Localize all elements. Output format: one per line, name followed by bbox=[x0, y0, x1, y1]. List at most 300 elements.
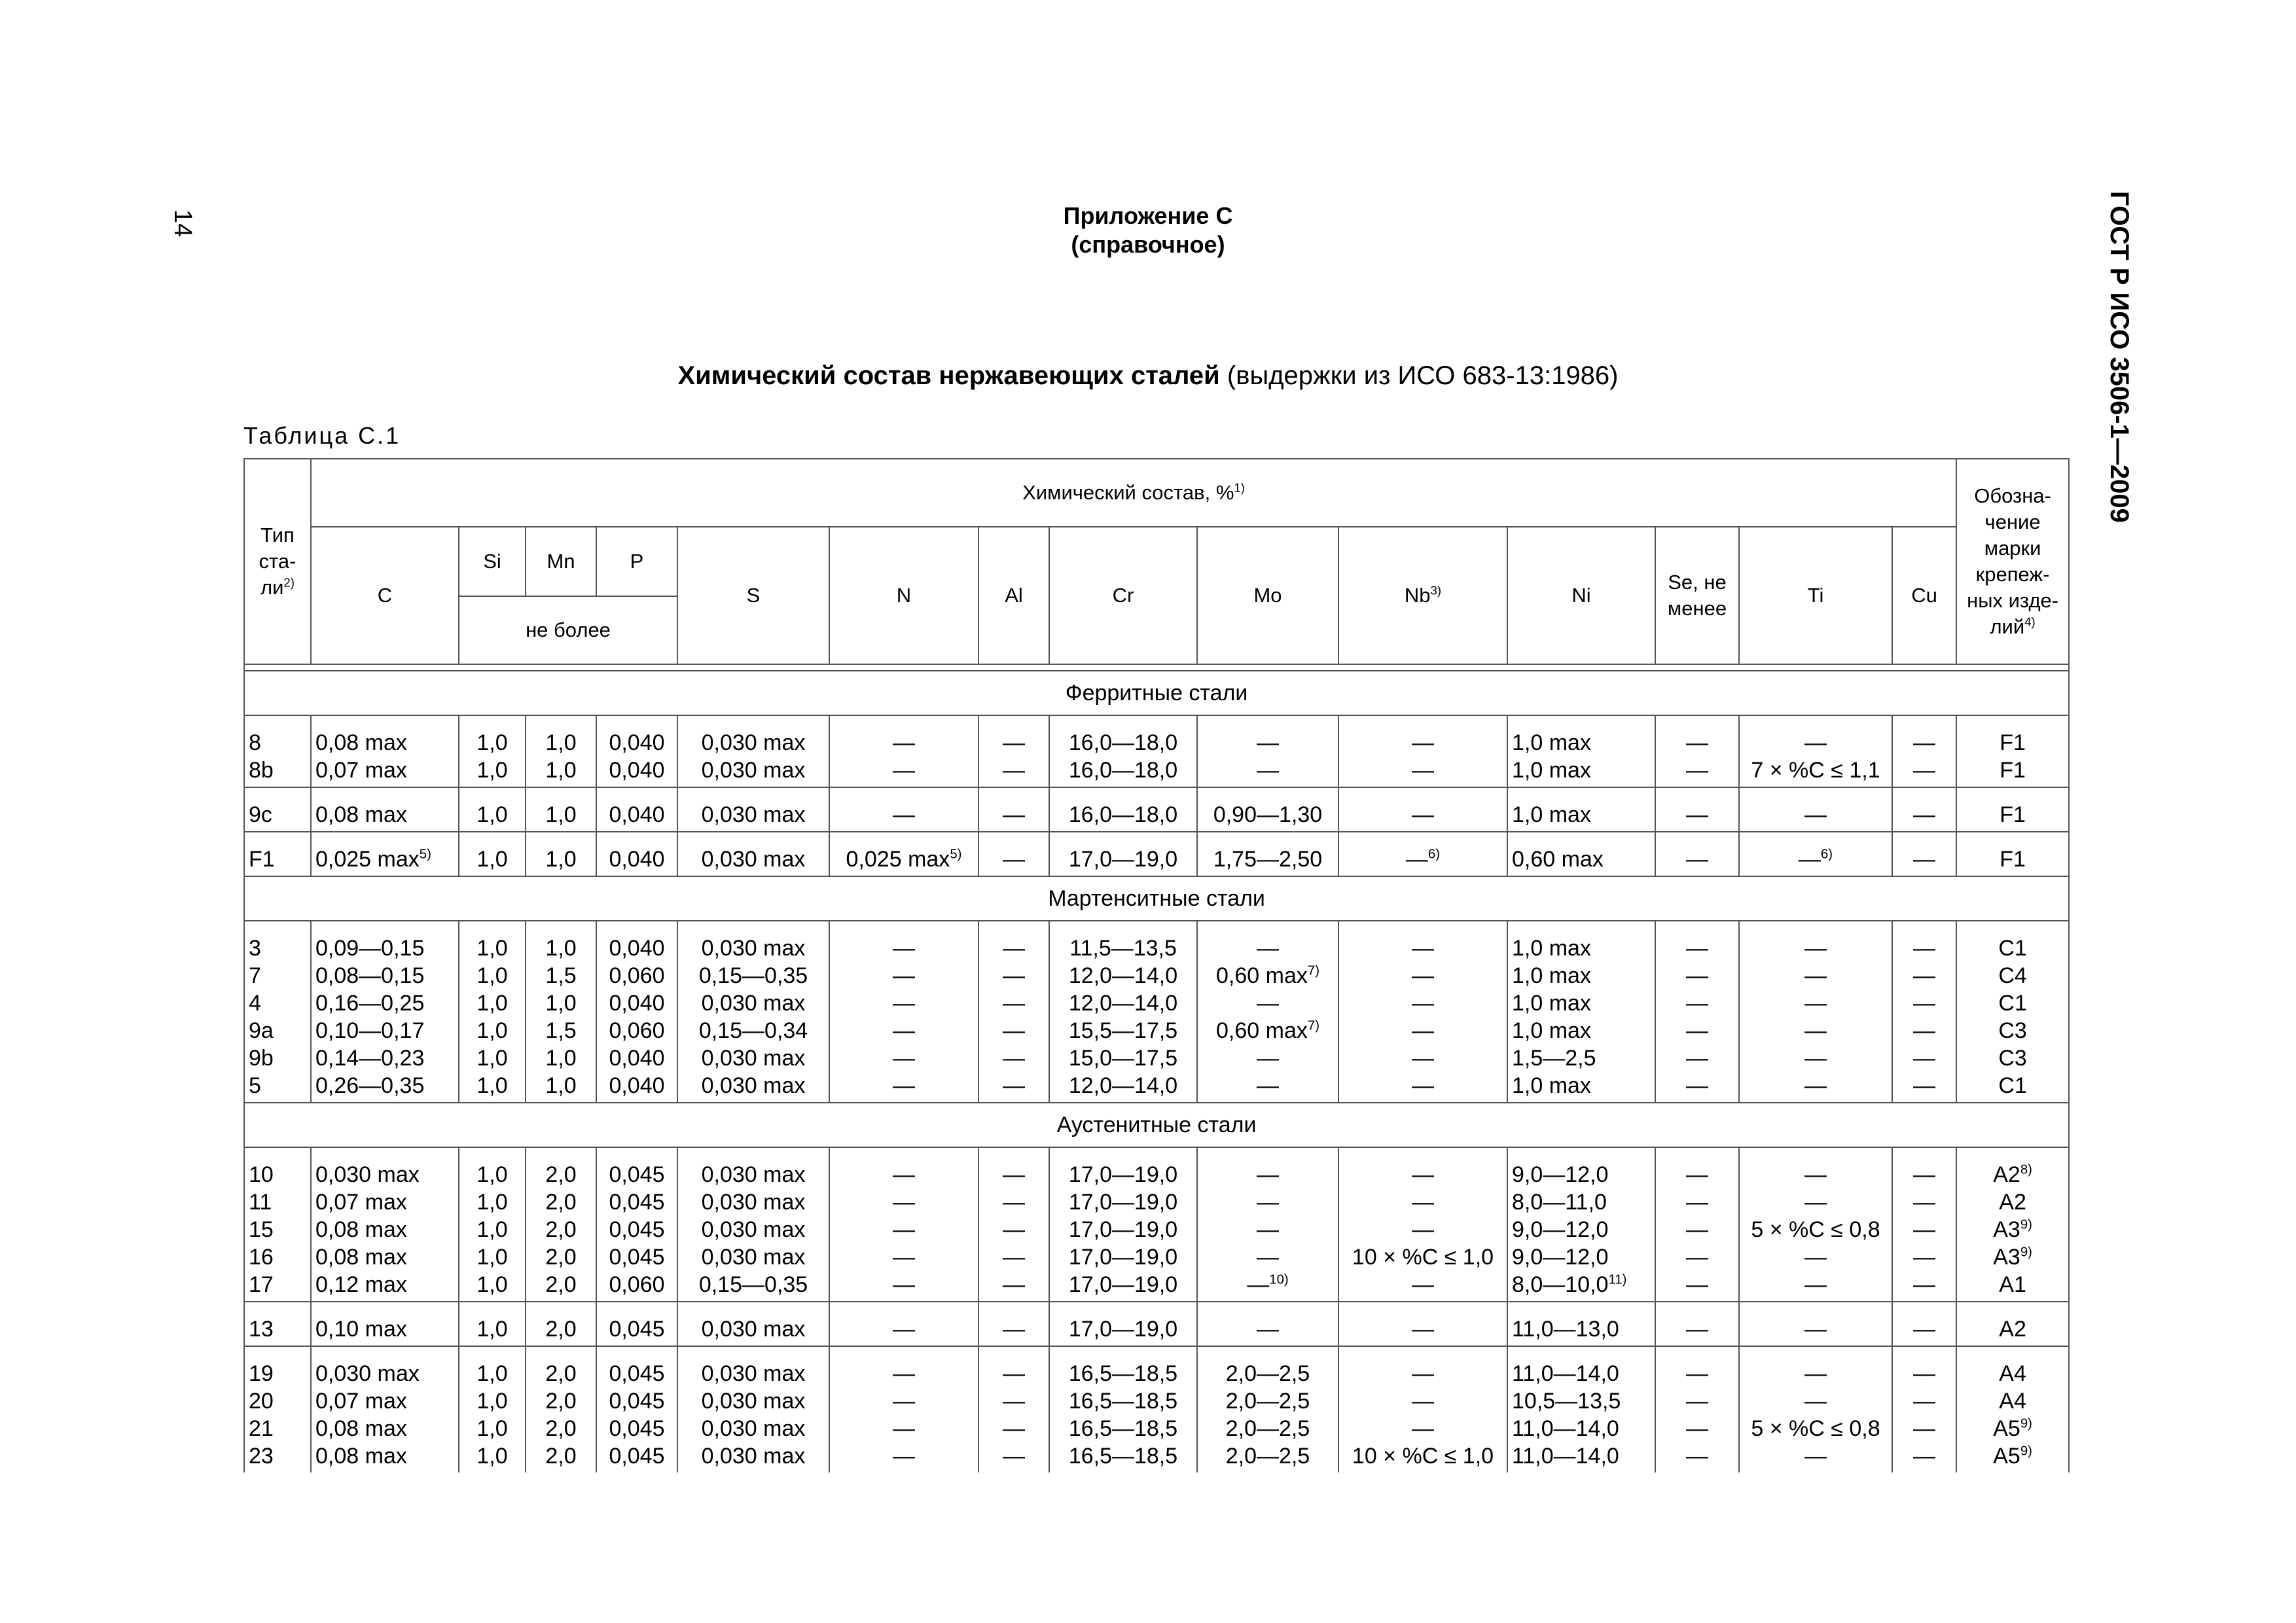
cell-cu: — bbox=[1913, 1190, 1936, 1215]
cell-mn: 2,0 bbox=[545, 1190, 577, 1215]
cell-mo: 2,0—2,5 bbox=[1225, 1444, 1310, 1469]
cell-n: — bbox=[893, 1046, 915, 1071]
column-p bbox=[596, 832, 677, 876]
column-mo bbox=[1197, 1302, 1338, 1346]
column-n bbox=[829, 1346, 978, 1472]
cell-ti: — bbox=[1804, 1190, 1827, 1215]
table-row-group bbox=[244, 715, 2069, 787]
cell-al: — bbox=[1003, 1190, 1025, 1215]
cell-si: 1,0 bbox=[476, 1217, 508, 1242]
cell-type: 21 bbox=[249, 1416, 274, 1441]
cell-mn: 2,0 bbox=[545, 1317, 577, 1342]
cell-si: 1,0 bbox=[476, 1416, 508, 1441]
cell-mo: — bbox=[1257, 730, 1279, 755]
column-mark bbox=[1956, 715, 2069, 787]
header-mn: Mn bbox=[526, 527, 596, 596]
column-ni bbox=[1507, 715, 1655, 787]
cell-mn: 1,0 bbox=[545, 1046, 577, 1071]
cell-nb: — bbox=[1412, 1217, 1434, 1242]
footnote-ref: 11) bbox=[1608, 1272, 1627, 1287]
cell-se: — bbox=[1686, 1190, 1708, 1215]
cell-nb: — bbox=[1412, 1389, 1434, 1414]
document-code: ГОСТ Р ИСО 3506-1—2009 bbox=[2105, 191, 2134, 523]
cell-se: — bbox=[1686, 963, 1708, 988]
cell-c: 0,08 max bbox=[315, 1416, 407, 1441]
column-mn bbox=[526, 715, 596, 787]
column-ti bbox=[1739, 1302, 1892, 1346]
cell-cr: 16,5—18,5 bbox=[1068, 1416, 1178, 1441]
cell-al: — bbox=[1003, 1073, 1025, 1098]
cell-type: 9c bbox=[249, 802, 272, 827]
header-cu: Cu bbox=[1892, 527, 1956, 664]
column-s bbox=[677, 715, 829, 787]
cell-s: 0,15—0,35 bbox=[698, 1272, 808, 1297]
table-row-group bbox=[244, 832, 2069, 876]
cell-p: 0,040 bbox=[609, 1073, 665, 1098]
cell-p: 0,040 bbox=[609, 730, 665, 755]
header-ni: Ni bbox=[1507, 527, 1655, 664]
cell-mo: — bbox=[1257, 758, 1279, 783]
cell-ti: — bbox=[1804, 1389, 1827, 1414]
column-si bbox=[459, 787, 526, 832]
cell-p: 0,045 bbox=[609, 1190, 665, 1215]
cell-mn: 1,0 bbox=[545, 991, 577, 1016]
cell-p: 0,045 bbox=[609, 1217, 665, 1242]
cell-c: 0,10 max bbox=[315, 1317, 407, 1342]
column-se bbox=[1655, 1302, 1739, 1346]
cell-se: — bbox=[1686, 1018, 1708, 1043]
cell-ti: —$^{6)}$ bbox=[1798, 847, 1833, 872]
section-title: Мартенситные стали bbox=[244, 876, 2069, 921]
cell-si: 1,0 bbox=[476, 1245, 508, 1270]
cell-cr: 16,5—18,5 bbox=[1068, 1444, 1178, 1469]
cell-mark: A3$^{9)}$ bbox=[1993, 1217, 2032, 1242]
column-cr bbox=[1049, 832, 1197, 876]
cell-mark: F1 bbox=[2000, 847, 2026, 872]
cell-ti: 5 × %C ≤ 0,8 bbox=[1751, 1217, 1880, 1242]
cell-si: 1,0 bbox=[476, 1317, 508, 1342]
cell-s: 0,030 max bbox=[701, 1162, 806, 1187]
column-si bbox=[459, 715, 526, 787]
column-nb bbox=[1338, 1147, 1507, 1302]
footnote-ref: 7) bbox=[1307, 963, 1319, 978]
footnote-ref: 5) bbox=[950, 847, 962, 862]
cell-al: — bbox=[1003, 1361, 1025, 1386]
cell-type: 17 bbox=[249, 1272, 274, 1297]
column-al bbox=[978, 921, 1049, 1103]
header-p: P bbox=[596, 527, 677, 596]
cell-c: 0,14—0,23 bbox=[315, 1046, 425, 1071]
header-ti: Ti bbox=[1739, 527, 1892, 664]
cell-ni: 10,5—13,5 bbox=[1512, 1389, 1621, 1414]
column-si bbox=[459, 921, 526, 1103]
cell-cr: 15,5—17,5 bbox=[1068, 1018, 1178, 1043]
cell-n: — bbox=[893, 1317, 915, 1342]
column-s bbox=[677, 1147, 829, 1302]
column-cu bbox=[1892, 1302, 1956, 1346]
footnote-ref: 10) bbox=[1269, 1272, 1289, 1287]
cell-nb: — bbox=[1412, 1162, 1434, 1187]
chemical-composition-table bbox=[243, 458, 2070, 1472]
column-nb bbox=[1338, 832, 1507, 876]
cell-se: — bbox=[1686, 1046, 1708, 1071]
cell-al: — bbox=[1003, 1317, 1025, 1342]
cell-cu: — bbox=[1913, 1073, 1936, 1098]
cell-s: 0,030 max bbox=[701, 758, 806, 783]
cell-mark: F1 bbox=[2000, 802, 2026, 827]
cell-n: — bbox=[893, 758, 915, 783]
cell-mark: A5$^{9)}$ bbox=[1993, 1444, 2032, 1469]
cell-n: — bbox=[893, 1073, 915, 1098]
cell-si: 1,0 bbox=[476, 1389, 508, 1414]
column-type bbox=[244, 1302, 311, 1346]
cell-mo: — bbox=[1257, 1162, 1279, 1187]
cell-n: — bbox=[893, 730, 915, 755]
section-title: Ферритные стали bbox=[244, 671, 2069, 715]
column-p bbox=[596, 787, 677, 832]
column-cr bbox=[1049, 1147, 1197, 1302]
cell-mo: — bbox=[1257, 991, 1279, 1016]
cell-type: 8 bbox=[249, 730, 261, 755]
cell-p: 0,040 bbox=[609, 936, 665, 961]
column-si bbox=[459, 1302, 526, 1346]
cell-cu: — bbox=[1913, 1162, 1936, 1187]
cell-si: 1,0 bbox=[476, 1444, 508, 1469]
cell-ni: 11,0—14,0 bbox=[1512, 1416, 1619, 1441]
cell-ti: — bbox=[1804, 936, 1827, 961]
column-mark bbox=[1956, 832, 2069, 876]
cell-type: 9a bbox=[249, 1018, 274, 1043]
cell-ti: — bbox=[1804, 1272, 1827, 1297]
cell-al: — bbox=[1003, 847, 1025, 872]
cell-c: 0,08—0,15 bbox=[315, 963, 425, 988]
cell-s: 0,030 max bbox=[701, 1361, 806, 1386]
cell-se: — bbox=[1686, 1272, 1708, 1297]
cell-p: 0,045 bbox=[609, 1389, 665, 1414]
column-cr bbox=[1049, 1346, 1197, 1472]
cell-n: — bbox=[893, 1272, 915, 1297]
cell-p: 0,040 bbox=[609, 991, 665, 1016]
footnote-ref: 5) bbox=[419, 847, 431, 862]
column-se bbox=[1655, 1147, 1739, 1302]
cell-mn: 2,0 bbox=[545, 1217, 577, 1242]
cell-type: 8b bbox=[249, 758, 274, 783]
cell-mn: 2,0 bbox=[545, 1416, 577, 1441]
cell-ti: 7 × %C ≤ 1,1 bbox=[1751, 758, 1880, 783]
table-row-group bbox=[244, 1147, 2069, 1302]
table-label: Таблица С.1 bbox=[243, 422, 401, 449]
column-type bbox=[244, 921, 311, 1103]
cell-nb: — bbox=[1412, 1272, 1434, 1297]
cell-ni: 11,0—13,0 bbox=[1512, 1317, 1619, 1342]
column-cr bbox=[1049, 1302, 1197, 1346]
column-n bbox=[829, 715, 978, 787]
header-n: N bbox=[829, 527, 978, 664]
column-mo bbox=[1197, 921, 1338, 1103]
column-se bbox=[1655, 921, 1739, 1103]
column-al bbox=[978, 1346, 1049, 1472]
cell-si: 1,0 bbox=[476, 1162, 508, 1187]
column-al bbox=[978, 1302, 1049, 1346]
column-ti bbox=[1739, 787, 1892, 832]
cell-type: 4 bbox=[249, 991, 261, 1016]
cell-nb: — bbox=[1412, 1317, 1434, 1342]
cell-si: 1,0 bbox=[476, 1046, 508, 1071]
cell-ti: — bbox=[1804, 1361, 1827, 1386]
cell-s: 0,030 max bbox=[701, 1317, 806, 1342]
cell-mo: — bbox=[1257, 1245, 1279, 1270]
column-si bbox=[459, 1147, 526, 1302]
column-al bbox=[978, 787, 1049, 832]
cell-n: — bbox=[893, 1217, 915, 1242]
cell-ni: 1,5—2,5 bbox=[1512, 1046, 1596, 1071]
column-type bbox=[244, 1147, 311, 1302]
footnote-ref: 7) bbox=[1307, 1018, 1319, 1033]
column-mn bbox=[526, 832, 596, 876]
column-mark bbox=[1956, 1302, 2069, 1346]
cell-type: 10 bbox=[249, 1162, 274, 1187]
column-ni bbox=[1507, 1302, 1655, 1346]
cell-cu: — bbox=[1913, 730, 1936, 755]
cell-p: 0,045 bbox=[609, 1361, 665, 1386]
cell-mn: 1,0 bbox=[545, 847, 577, 872]
column-mark bbox=[1956, 1147, 2069, 1302]
cell-mn: 1,5 bbox=[545, 963, 577, 988]
cell-ti: — bbox=[1804, 1444, 1827, 1469]
header-s: S bbox=[677, 527, 829, 664]
column-type bbox=[244, 832, 311, 876]
cell-nb: — bbox=[1412, 1361, 1434, 1386]
column-c bbox=[311, 715, 459, 787]
cell-c: 0,08 max bbox=[315, 730, 407, 755]
column-n bbox=[829, 832, 978, 876]
cell-n: — bbox=[893, 1245, 915, 1270]
column-cu bbox=[1892, 832, 1956, 876]
cell-s: 0,030 max bbox=[701, 936, 806, 961]
cell-si: 1,0 bbox=[476, 847, 508, 872]
cell-cu: — bbox=[1913, 758, 1936, 783]
column-n bbox=[829, 1302, 978, 1346]
cell-n: 0,025 $\max^{5)}$ bbox=[846, 847, 962, 872]
cell-cu: — bbox=[1913, 1444, 1936, 1469]
cell-p: 0,060 bbox=[609, 1018, 665, 1043]
cell-nb: —$^{6)}$ bbox=[1405, 847, 1441, 872]
cell-p: 0,060 bbox=[609, 1272, 665, 1297]
cell-cr: 17,0—19,0 bbox=[1068, 1317, 1178, 1342]
cell-type: 5 bbox=[249, 1073, 261, 1098]
cell-cu: — bbox=[1913, 936, 1936, 961]
cell-mark: A4 bbox=[1999, 1389, 2026, 1414]
cell-p: 0,045 bbox=[609, 1162, 665, 1187]
cell-mo: 1,75—2,50 bbox=[1213, 847, 1323, 872]
cell-ni: 1,0 max bbox=[1512, 1018, 1591, 1043]
cell-mo: — bbox=[1257, 936, 1279, 961]
column-ti bbox=[1739, 921, 1892, 1103]
cell-al: — bbox=[1003, 758, 1025, 783]
cell-ni: 1,0 max bbox=[1512, 1073, 1591, 1098]
cell-n: — bbox=[893, 1389, 915, 1414]
cell-n: — bbox=[893, 1162, 915, 1187]
cell-s: 0,030 max bbox=[701, 730, 806, 755]
column-cu bbox=[1892, 715, 1956, 787]
cell-ni: 11,0—14,0 bbox=[1512, 1361, 1619, 1386]
cell-se: — bbox=[1686, 802, 1708, 827]
cell-si: 1,0 bbox=[476, 758, 508, 783]
cell-c: 0,26—0,35 bbox=[315, 1073, 425, 1098]
header-c: C bbox=[311, 527, 459, 664]
cell-c: 0,08 max bbox=[315, 1217, 407, 1242]
cell-si: 1,0 bbox=[476, 936, 508, 961]
header-not-more: не более bbox=[459, 596, 677, 664]
cell-se: — bbox=[1686, 730, 1708, 755]
column-c bbox=[311, 1302, 459, 1346]
cell-si: 1,0 bbox=[476, 1018, 508, 1043]
column-c bbox=[311, 1346, 459, 1472]
cell-s: 0,030 max bbox=[701, 1046, 806, 1071]
cell-mo: — bbox=[1257, 1046, 1279, 1071]
cell-mo: 0,60 $\max^{7)}$ bbox=[1216, 1018, 1319, 1043]
cell-ti: — bbox=[1804, 1317, 1827, 1342]
column-s bbox=[677, 1302, 829, 1346]
cell-nb: — bbox=[1412, 1018, 1434, 1043]
cell-al: — bbox=[1003, 1416, 1025, 1441]
cell-mark: C1 bbox=[1998, 936, 2027, 961]
table-row-group bbox=[244, 1346, 2069, 1472]
cell-nb: — bbox=[1412, 730, 1434, 755]
cell-c: 0,08 max bbox=[315, 1444, 407, 1469]
cell-s: 0,030 max bbox=[701, 1217, 806, 1242]
column-c bbox=[311, 1147, 459, 1302]
column-ti bbox=[1739, 1346, 1892, 1472]
cell-mo: 0,90—1,30 bbox=[1213, 802, 1323, 827]
column-n bbox=[829, 1147, 978, 1302]
cell-nb: — bbox=[1412, 758, 1434, 783]
cell-ti: — bbox=[1804, 1046, 1827, 1071]
cell-s: 0,030 max bbox=[701, 991, 806, 1016]
cell-ni: 11,0—14,0 bbox=[1512, 1444, 1619, 1469]
cell-cr: 12,0—14,0 bbox=[1068, 991, 1178, 1016]
column-ni bbox=[1507, 1346, 1655, 1472]
cell-s: 0,030 max bbox=[701, 1073, 806, 1098]
cell-cr: 16,0—18,0 bbox=[1068, 730, 1178, 755]
column-ni bbox=[1507, 787, 1655, 832]
cell-mark: A4 bbox=[1999, 1361, 2026, 1386]
cell-c: 0,16—0,25 bbox=[315, 991, 425, 1016]
cell-si: 1,0 bbox=[476, 730, 508, 755]
column-p bbox=[596, 921, 677, 1103]
cell-cr: 15,0—17,5 bbox=[1068, 1046, 1178, 1071]
column-ti bbox=[1739, 832, 1892, 876]
cell-al: — bbox=[1003, 1272, 1025, 1297]
cell-mark: A2 bbox=[1999, 1190, 2026, 1215]
cell-n: — bbox=[893, 1190, 915, 1215]
cell-mn: 2,0 bbox=[545, 1444, 577, 1469]
cell-cr: 17,0—19,0 bbox=[1068, 1217, 1178, 1242]
column-cr bbox=[1049, 787, 1197, 832]
cell-nb: — bbox=[1412, 936, 1434, 961]
cell-mn: 2,0 bbox=[545, 1162, 577, 1187]
cell-mark: C3 bbox=[1998, 1018, 2027, 1043]
page-number: 14 bbox=[169, 209, 196, 238]
cell-p: 0,040 bbox=[609, 847, 665, 872]
cell-ni: 1,0 max bbox=[1512, 730, 1591, 755]
cell-n: — bbox=[893, 936, 915, 961]
cell-n: — bbox=[893, 802, 915, 827]
header-si: Si bbox=[459, 527, 526, 596]
column-s bbox=[677, 832, 829, 876]
cell-cu: — bbox=[1913, 1217, 1936, 1242]
cell-s: 0,030 max bbox=[701, 1245, 806, 1270]
column-cu bbox=[1892, 1147, 1956, 1302]
cell-cr: 11,5—13,5 bbox=[1069, 936, 1177, 961]
cell-se: — bbox=[1686, 1217, 1708, 1242]
column-n bbox=[829, 787, 978, 832]
cell-type: 23 bbox=[249, 1444, 274, 1469]
column-al bbox=[978, 715, 1049, 787]
cell-ti: — bbox=[1804, 963, 1827, 988]
cell-cr: 16,5—18,5 bbox=[1068, 1389, 1178, 1414]
cell-nb: — bbox=[1412, 1190, 1434, 1215]
cell-c: 0,09—0,15 bbox=[315, 936, 425, 961]
cell-mo: — bbox=[1257, 1073, 1279, 1098]
column-p bbox=[596, 715, 677, 787]
cell-mn: 1,0 bbox=[545, 730, 577, 755]
cell-ti: — bbox=[1804, 991, 1827, 1016]
cell-nb: 10 × %C ≤ 1,0 bbox=[1352, 1245, 1494, 1270]
cell-cr: 12,0—14,0 bbox=[1068, 1073, 1178, 1098]
cell-c: 0,025 $\max^{5)}$ bbox=[315, 847, 431, 872]
cell-s: 0,15—0,34 bbox=[698, 1018, 808, 1043]
cell-c: 0,07 max bbox=[315, 1389, 407, 1414]
table-title bbox=[0, 360, 2296, 391]
footnote-ref: 9) bbox=[2020, 1245, 2032, 1260]
cell-se: — bbox=[1686, 1245, 1708, 1270]
cell-n: — bbox=[893, 1444, 915, 1469]
cell-al: — bbox=[1003, 730, 1025, 755]
cell-s: 0,15—0,35 bbox=[698, 963, 808, 988]
cell-cu: — bbox=[1913, 991, 1936, 1016]
cell-p: 0,045 bbox=[609, 1416, 665, 1441]
cell-c: 0,08 max bbox=[315, 802, 407, 827]
header-al: Al bbox=[978, 527, 1049, 664]
column-type bbox=[244, 787, 311, 832]
column-mo bbox=[1197, 832, 1338, 876]
column-nb bbox=[1338, 1302, 1507, 1346]
cell-se: — bbox=[1686, 991, 1708, 1016]
column-mo bbox=[1197, 715, 1338, 787]
column-mn bbox=[526, 787, 596, 832]
cell-mark: A3$^{9)}$ bbox=[1993, 1245, 2032, 1270]
cell-se: — bbox=[1686, 1317, 1708, 1342]
cell-cr: 16,0—18,0 bbox=[1068, 802, 1178, 827]
cell-mn: 2,0 bbox=[545, 1245, 577, 1270]
header-separator bbox=[244, 664, 2069, 671]
column-mn bbox=[526, 1302, 596, 1346]
cell-ni: 1,0 max bbox=[1512, 802, 1591, 827]
column-c bbox=[311, 787, 459, 832]
cell-n: — bbox=[893, 1416, 915, 1441]
column-mark bbox=[1956, 787, 2069, 832]
table-row-group bbox=[244, 1302, 2069, 1346]
cell-mn: 1,5 bbox=[545, 1018, 577, 1043]
section-header bbox=[244, 1103, 2069, 1147]
cell-se: — bbox=[1686, 1389, 1708, 1414]
cell-type: 11 bbox=[249, 1190, 272, 1215]
cell-al: — bbox=[1003, 1018, 1025, 1043]
column-mn bbox=[526, 1147, 596, 1302]
column-p bbox=[596, 1346, 677, 1472]
cell-cr: 12,0—14,0 bbox=[1068, 963, 1178, 988]
